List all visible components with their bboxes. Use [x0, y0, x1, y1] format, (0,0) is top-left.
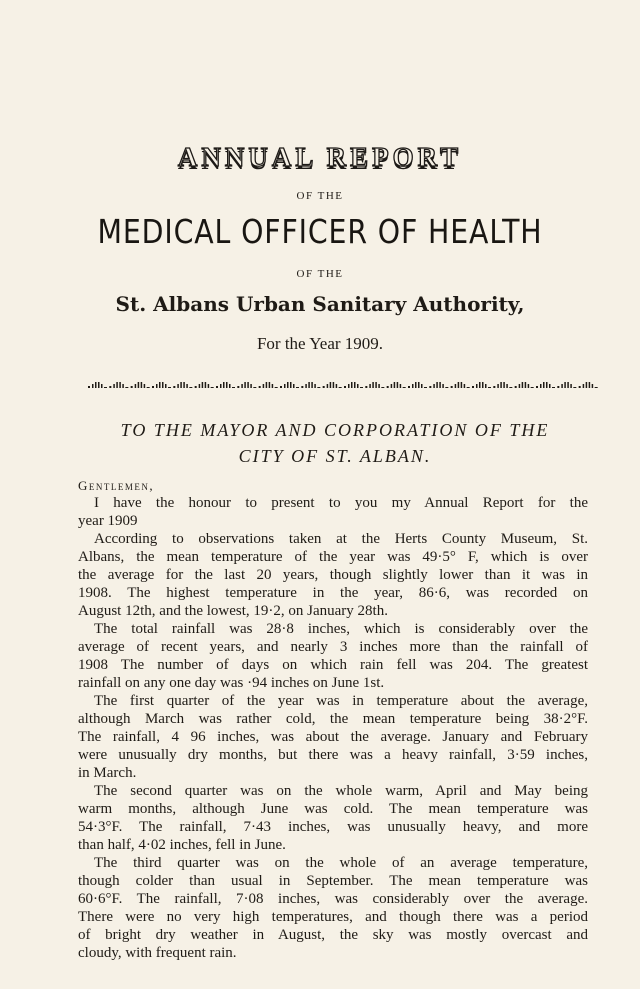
body-line: I have the honour to present to you my Annual Report for the — [94, 495, 588, 511]
body-line: in March. — [78, 765, 137, 781]
of-the-line: OF THE — [296, 190, 344, 202]
body-line: There were no very high temperatures, and though there was a period — [78, 909, 588, 925]
of-the-line-2: OF THE — [296, 268, 344, 280]
salutation: Gentlemen, — [78, 478, 155, 493]
authority-title: St. Albans Urban Sanitary Authority, — [115, 292, 525, 316]
report-year: For the Year 1909. — [256, 334, 384, 353]
ornamental-rule — [86, 378, 598, 390]
body-line: 54·3°F. The rainfall, 7·43 inches, was unusually heavy, and more — [78, 819, 588, 835]
body-line: The total rainfall was 28·8 inches, which is considerably over the — [94, 621, 588, 637]
body-line: warm months, although June was cold. The mean temperature was — [78, 801, 588, 817]
address-line-2: CITY OF ST. ALBAN. — [238, 446, 432, 466]
body-line: The third quarter was on the whole of an average temperature, — [94, 855, 588, 871]
body-line: 1908. The highest temperature in the year, 86·6, was recorded on — [78, 585, 588, 601]
body-line: The first quarter of the year was in temperature about the average, — [94, 693, 588, 709]
address-line-1: TO THE MAYOR AND CORPORATION OF THE — [120, 420, 550, 440]
body-line: The rainfall, 4 96 inches, was about the average. January and February — [78, 729, 588, 745]
body-line: although March was rather cold, the mean temperature being 38·2°F. — [78, 711, 588, 727]
body-line: 1908 The number of days on which rain fell was 204. The greatest — [78, 657, 588, 673]
body-line: rainfall on any one day was ·94 inches on June 1st. — [78, 675, 385, 691]
body-line: Albans, the mean temperature of the year was 49·5° F, which is over — [78, 549, 588, 565]
body-line: though colder than usual in September. The mean temperature was — [78, 873, 588, 889]
medical-officer-title: MEDICAL OFFICER OF HEALTH — [97, 212, 543, 251]
body-line: year 1909 — [78, 513, 138, 529]
body-line: The second quarter was on the whole warm, April and May being — [94, 783, 588, 799]
body-line: cloudy, with frequent rain. — [78, 945, 237, 961]
body-line: were unusually dry months, but there was a heavy rainfall, 3·59 inches, — [78, 747, 588, 763]
body-line: August 12th, and the lowest, 19·2, on January 28th. — [78, 603, 388, 619]
body-line: average of recent years, and nearly 3 inches more than the rainfall of — [78, 639, 588, 655]
body-line: of bright dry weather in August, the sky was mostly overcast and — [78, 927, 588, 943]
body-line: than half, 4·02 inches, fell in June. — [78, 837, 286, 853]
body-line: the average for the last 20 years, though slightly lower than it was in — [78, 567, 588, 583]
body-line: 60·6°F. The rainfall, 7·08 inches, was considerably over the average. — [78, 891, 588, 907]
annual-report-title: ANNUAL REPORT — [177, 142, 463, 172]
body-line: According to observations taken at the Herts County Museum, St. — [94, 531, 588, 547]
